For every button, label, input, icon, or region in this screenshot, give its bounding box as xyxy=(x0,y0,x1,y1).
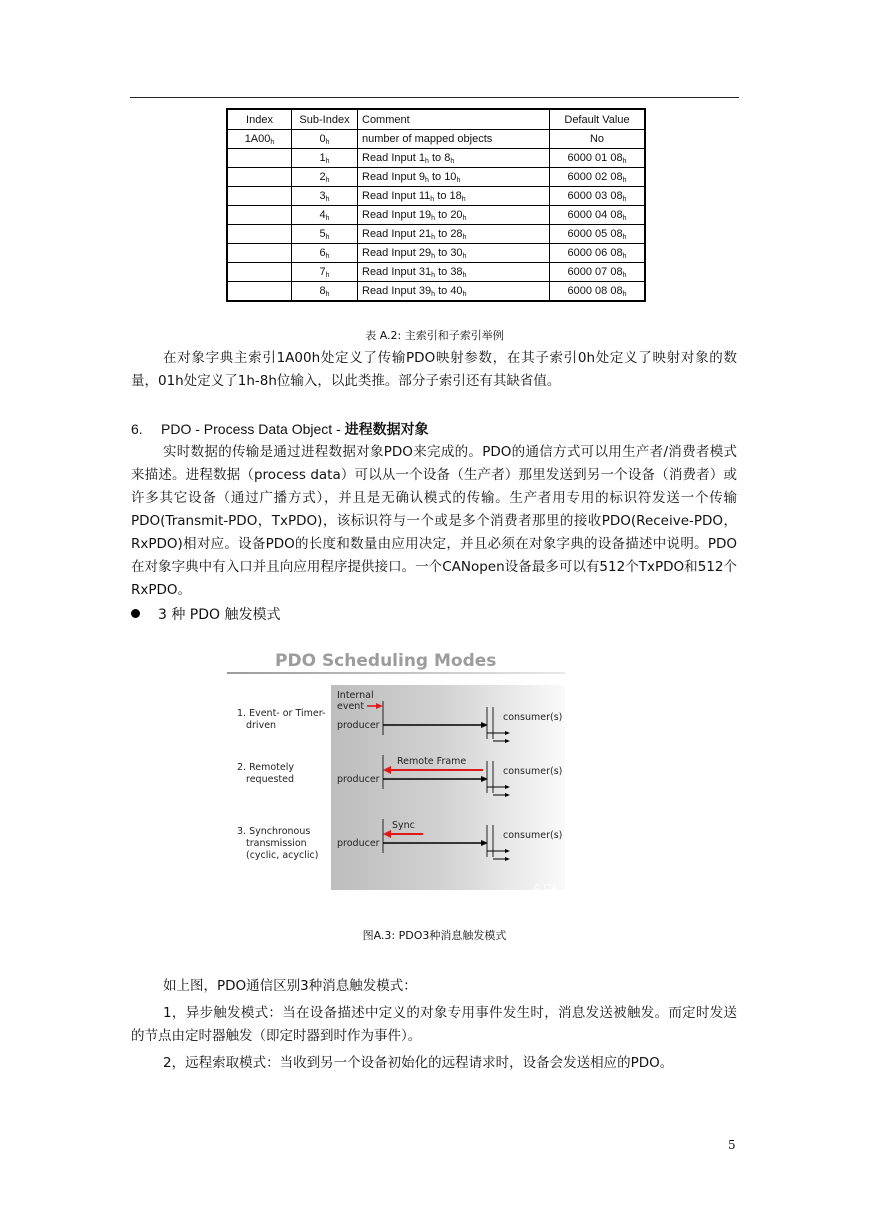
cell-index xyxy=(227,263,292,282)
table-row xyxy=(227,149,645,168)
cell-subindex: 6h xyxy=(292,244,358,263)
hex-suffix: h xyxy=(431,233,436,241)
hex-suffix: h xyxy=(622,195,627,203)
internal-event-label-1: Internal xyxy=(337,690,374,701)
section-number: 6. xyxy=(131,421,143,437)
cell-default: 6000 06 08h xyxy=(550,244,646,263)
paragraph-4: 1，异步触发模式：当在设备描述中定义的对象专用事件发生时，消息发送被触发。而定时发送的节点由定时器触发（即定时器到时作为事件）。 xyxy=(131,1005,737,1044)
table-row xyxy=(227,225,645,244)
cell-default: 6000 04 08h xyxy=(550,206,646,225)
hex-suffix: h xyxy=(425,176,429,184)
hex-suffix: h xyxy=(325,176,330,184)
cell-comment: Read Input 39h to 40h xyxy=(358,282,550,302)
diagram-title: PDO Scheduling Modes xyxy=(275,651,497,671)
cell-default: 6000 01 08h xyxy=(550,149,646,168)
cell-comment: Read Input 21h to 28h xyxy=(358,225,550,244)
hex-suffix: h xyxy=(622,157,627,165)
hex-suffix: h xyxy=(425,157,429,165)
header-rule xyxy=(130,97,739,98)
table-row xyxy=(227,168,645,187)
cell-comment: number of mapped objects xyxy=(358,130,550,149)
cell-index xyxy=(227,206,292,225)
hex-suffix: h xyxy=(622,214,627,222)
hex-suffix: h xyxy=(622,271,627,279)
cell-default: 6000 05 08h xyxy=(550,225,646,244)
cell-subindex: 5h xyxy=(292,225,358,244)
index-table xyxy=(226,108,646,302)
cell-index xyxy=(227,149,292,168)
cell-subindex: 3h xyxy=(292,187,358,206)
producer-label: producer xyxy=(337,774,380,785)
mode-label-line1: 3. Synchronous xyxy=(237,826,311,837)
hex-suffix: h xyxy=(431,214,436,222)
consumer-label: consumer(s) xyxy=(503,712,563,723)
bullet-dot-icon xyxy=(131,609,140,618)
hex-suffix: h xyxy=(431,252,436,260)
hex-suffix: h xyxy=(325,271,330,279)
cell-comment: Read Input 9h to 10h xyxy=(358,168,550,187)
cell-subindex: 4h xyxy=(292,206,358,225)
table-body xyxy=(227,130,645,302)
bullet-text: 3 种 PDO 触发模式 xyxy=(158,607,281,623)
consumer-label: consumer(s) xyxy=(503,766,563,777)
cell-index xyxy=(227,168,292,187)
cell-index: 1A00h xyxy=(227,130,292,149)
table-caption: 表 A.2: 主索引和子索引举例 xyxy=(365,329,504,342)
table-header-row xyxy=(227,109,645,130)
cell-comment: Read Input 1h to 8h xyxy=(358,149,550,168)
hex-suffix: h xyxy=(450,157,455,165)
cell-index xyxy=(227,225,292,244)
cell-default: No xyxy=(550,130,646,149)
mode-label-line2: transmission xyxy=(246,838,307,849)
hex-suffix: h xyxy=(431,290,436,298)
paragraph-2: 实时数据的传输是通过进程数据对象PDO来完成的。PDO的通信方式可以用生产者/消费者模式来描述。进程数据（process data）可以从一个设备（生产者）那里发送到另一个设备（消费者）或许多其它设备（通过广播方式），并且是无确认模式的传输。生产者用专用的标识符发送一个传输PDO(Transmit-PDO，TxPDO)，该标识符与一个或是多个消费者那里的接收PDO(Receive-PDO，RxPDO)相对应。设备PDO的长度和数量由应用决定，并且必须在对象字典的设备描述中说明。PDO在对象字典中有入口并且向应用程序提供接口。一个CANopen设备最多可以有512个TxPDO和512个RxPDO。 xyxy=(131,444,737,598)
mode-label-line1: 1. Event- or Timer- xyxy=(237,708,326,719)
cell-index xyxy=(227,244,292,263)
figure-caption: 图A.3: PDO3种消息触发模式 xyxy=(362,929,507,942)
hex-suffix: h xyxy=(622,252,627,260)
producer-label: producer xyxy=(337,838,380,849)
cell-subindex: 2h xyxy=(292,168,358,187)
hex-suffix: h xyxy=(325,195,330,203)
remote-frame-label: Remote Frame xyxy=(397,756,467,767)
producer-label: producer xyxy=(337,720,380,731)
cell-default: 6000 03 08h xyxy=(550,187,646,206)
cell-comment: Read Input 11h to 18h xyxy=(358,187,550,206)
hex-suffix: h xyxy=(462,271,467,279)
mode-label-line2: requested xyxy=(246,774,294,785)
hex-suffix: h xyxy=(622,290,627,298)
consumer-label: consumer(s) xyxy=(503,830,563,841)
table-row xyxy=(227,187,645,206)
hex-suffix: h xyxy=(325,138,330,146)
cell-subindex: 1h xyxy=(292,149,358,168)
mode-label-line1: 2. Remotely xyxy=(237,762,294,773)
hex-suffix: h xyxy=(325,290,330,298)
cell-index xyxy=(227,187,292,206)
cell-comment: Read Input 29h to 30h xyxy=(358,244,550,263)
hex-suffix: h xyxy=(462,233,467,241)
table-row xyxy=(227,130,645,149)
cell-index xyxy=(227,282,292,302)
internal-event-label-2: event xyxy=(337,701,365,712)
hex-suffix: h xyxy=(456,176,461,184)
diagram-title-underline xyxy=(227,672,565,674)
cell-subindex: 8h xyxy=(292,282,358,302)
paragraph-1: 在对象字典主索引1A00h处定义了传输PDO映射参数，在其子索引0h处定义了映射对象的数量，01h处定义了1h-8h位输入，以此类推。部分子索引还有其缺省值。 xyxy=(131,350,737,389)
mode-label-line3: (cyclic, acyclic) xyxy=(246,850,319,861)
section-heading xyxy=(131,419,429,439)
cell-default: 6000 07 08h xyxy=(550,263,646,282)
hex-suffix: h xyxy=(462,290,467,298)
section-title-en: PDO - Process Data Object - xyxy=(161,421,345,437)
col-header-comment: Comment xyxy=(358,109,550,130)
cell-subindex: 0h xyxy=(292,130,358,149)
section-title-zh: 进程数据对象 xyxy=(344,422,429,438)
table-row xyxy=(227,263,645,282)
sync-label: Sync xyxy=(392,820,415,831)
hex-suffix: h xyxy=(622,176,627,184)
paragraph-3: 如上图，PDO通信区别3种消息触发模式： xyxy=(163,978,417,994)
hex-suffix: h xyxy=(622,233,627,241)
hex-suffix: h xyxy=(461,195,466,203)
hex-suffix: h xyxy=(325,157,330,165)
hex-suffix: h xyxy=(270,138,275,146)
hex-suffix: h xyxy=(325,233,330,241)
diagram-copyright: © CiA xyxy=(533,883,557,892)
col-header-subindex: Sub-Index xyxy=(292,109,358,130)
cell-default: 6000 02 08h xyxy=(550,168,646,187)
pdo-scheduling-diagram xyxy=(227,645,567,897)
table-row xyxy=(227,244,645,263)
bullet-item xyxy=(131,604,281,624)
hex-suffix: h xyxy=(462,252,467,260)
table-row xyxy=(227,282,645,302)
hex-suffix: h xyxy=(325,252,330,260)
hex-suffix: h xyxy=(430,195,435,203)
mode-label-line2: driven xyxy=(246,720,277,731)
hex-suffix: h xyxy=(462,214,467,222)
page-number: 5 xyxy=(728,1138,736,1152)
cell-comment: Read Input 31h to 38h xyxy=(358,263,550,282)
hex-suffix: h xyxy=(325,214,330,222)
table-row xyxy=(227,206,645,225)
col-header-default: Default Value xyxy=(550,109,646,130)
hex-suffix: h xyxy=(431,271,436,279)
cell-comment: Read Input 19h to 20h xyxy=(358,206,550,225)
paragraph-5: 2，远程索取模式：当收到另一个设备初始化的远程请求时，设备会发送相应的PDO。 xyxy=(163,1055,674,1071)
cell-subindex: 7h xyxy=(292,263,358,282)
cell-default: 6000 08 08h xyxy=(550,282,646,302)
col-header-index: Index xyxy=(227,109,292,130)
